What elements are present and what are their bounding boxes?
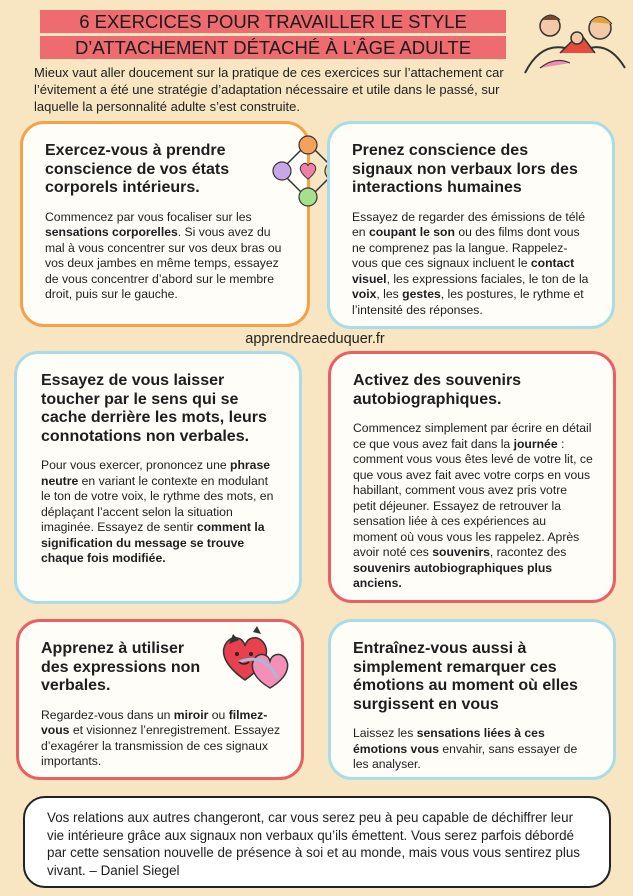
bold-text: comment la signification du message se trouve chaque fois modifiée. (41, 520, 265, 565)
text-segment: Laissez les (353, 726, 417, 740)
card-title: Apprenez à utiliser des expressions non verbales. (41, 640, 201, 694)
text-segment: envahir, sans essayer de les analyser. (353, 741, 578, 771)
bold-text: miroir (173, 707, 209, 722)
card-title: Essayez de vous laisser toucher par le sens qui se cache derrière les mots, leurs connotations non verbales. (41, 372, 267, 445)
card-title: Prenez conscience des signaux non verbaux lors des interactions humaines (352, 142, 578, 196)
bold-text: coupant le son (368, 225, 455, 239)
text-segment: ou des films dont vous ne comprenez pas la langue. Rappelez-vous que ces signaux incluent le (352, 225, 580, 270)
text-segment: Commencez simplement par écrire en détail ce que vous avez fait dans la (353, 421, 592, 451)
title-line-2: D’ATTACHEMENT DÉTACHÉ À L’ÂGE ADULTE (40, 36, 506, 59)
hands-illustration (520, 8, 630, 78)
text-segment: et visionnez l’enregistrement. Essayez d’exagérer la transmission de ces signaux importants. (41, 723, 281, 768)
exercise-card-2 (327, 121, 615, 329)
card-body (41, 708, 281, 770)
text-segment: Commencez par vous focaliser sur les (45, 209, 252, 224)
card-title: Entraînez-vous aussi à simplement remarquer ces émotions au moment où elles surgissent en vous (353, 640, 578, 713)
bold-text: filmez-vous (41, 707, 268, 737)
exercise-card-1 (20, 121, 310, 327)
bold-text: souvenirs (432, 545, 490, 559)
bold-text: souvenirs autobiographiques plus anciens. (353, 560, 553, 590)
bold-text: gestes (402, 287, 441, 301)
text-segment: , les postures, le rythme et l’intensité des réponses. (352, 287, 584, 317)
text-segment: : comment vous vous êtes levé de votre lit, ce que vous avez fait avec votre corps en vous habillant, comment vous avez pris votre petit déjeuner. Essayez de retrouver la sensation liée à ces expériences au moment où vous vous les rappelez. Après avoir noté ces (353, 436, 593, 559)
text-segment: , les expressions faciales, le ton de la (386, 271, 589, 286)
text-segment: , les (376, 287, 403, 301)
hearts-illustration (215, 622, 297, 692)
card-body (353, 726, 593, 773)
text-segment: , racontez des (489, 545, 567, 559)
bold-text: sensations liées à ces émotions vous (353, 726, 545, 756)
card-title: Activez des souvenirs autobiographiques. (353, 372, 522, 408)
quote-box: Vos relations aux autres changeront, car vous serez peu à peu capable de déchiffrer leur vie intérieure grâce aux signaux non verbaux qu’ils émettent. Vous serez parfois débordé par cette sensation nouvelle de présence à soi et au monde, mais vous vous sentirez plus vivant. – Daniel Siegel (23, 796, 611, 888)
text-segment: en variant le contexte en modulant le ton de votre voix, le rythme des mots, en déplaçant l’accent selon la situation imaginée. Essayez de sentir (41, 473, 274, 534)
bold-text: journée (513, 436, 558, 451)
bold-text: contact visuel (352, 256, 575, 286)
card-body (45, 210, 287, 303)
exercise-card-4 (328, 351, 616, 603)
bold-text: phrase neutre (41, 458, 270, 488)
title-line-1: 6 EXERCICES POUR TRAVAILLER LE STYLE (40, 10, 506, 33)
card-body (352, 210, 592, 319)
intro-text: Mieux vaut aller doucement sur la pratique de ces exercices sur l’attachement car l’évitement a été une stratégie d’adaptation nécessaire et utile dans le passé, sur laquelle la personnalité adulte s’est construite. (34, 65, 504, 114)
text-segment: Pour vous exercer, prononcez une (41, 458, 231, 472)
card-body (353, 421, 593, 592)
card-title: Exercez-vous à prendre conscience de vos états corporels intérieurs. (45, 142, 230, 196)
bold-text: voix (352, 287, 377, 301)
text-segment: . Si vous avez du mal à vous concentrer sur vos deux bras ou vos deux jambes en même temps, essayez de vous concentrer d’abord sur le membre droit, puis sur le gauche. (45, 225, 282, 301)
card-body (41, 458, 279, 567)
bold-text: sensations corporelles (45, 225, 178, 239)
text-segment: Essayez de regarder des émissions de télé en (352, 209, 586, 239)
exercise-card-3 (14, 351, 302, 604)
text-segment: ou (208, 707, 229, 722)
text-segment: Regardez-vous dans un (41, 707, 174, 722)
exercise-card-6 (328, 619, 616, 780)
website-label: apprendreaeduquer.fr (245, 331, 385, 347)
